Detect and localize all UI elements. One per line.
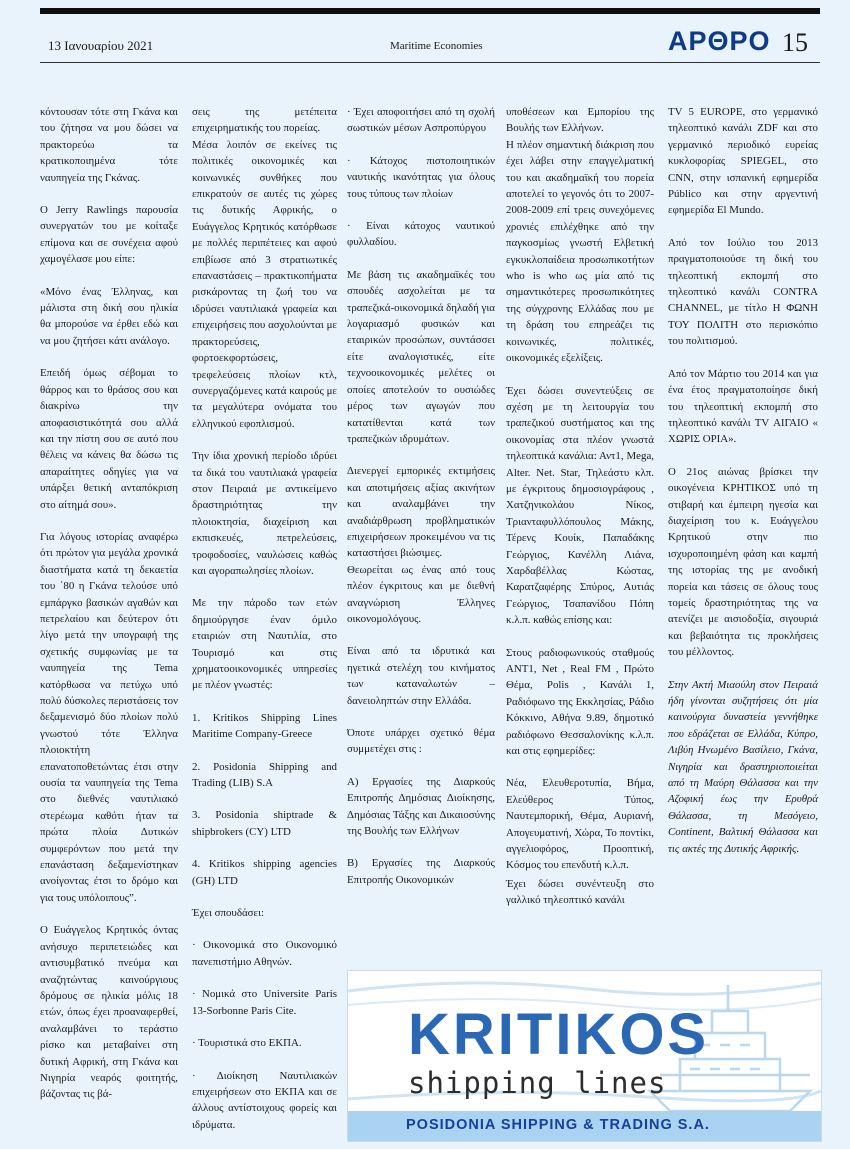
paragraph: Με βάση τις ακαδημαϊκές του σπουδές ασχολείται με τα τραπεζικά-οικονομικά δηλαδή για λογαριασμό φυσικών και εταιρικών προσώπων, συντάσσει είτε αναλογιστικές, είτε τεχνοοικονομικές μελέτες οι οποίες αποτελούν το ουσιώδες μέρος των αγωγών που κατατίθενται κατά των τραπεζικών ιδρυμάτων. [347,268,495,445]
company-list-item: 2. Posidonia Shipping and Trading (LIB) S.A [192,760,337,790]
paragraph: Την ίδια χρονική περίοδο ιδρύει τα δικά του ναυτιλιακά γραφεία στον Πειραιά με αντικείμενο δραστηριότητας την πλοιοκτησία, διαχείριση και εκπισκευές, πετρελεύσεις, τροφοδοσίες, ναυλώσεις καθώς και αγοραπωλησίες πλοίων. [192,450,337,577]
studies-heading: Έχει σπουδάσει: [192,907,265,920]
paragraph: Ο Ευάγγελος Κρητικός όντας ανήσυχο περιπετειώδες και αντισυμβατικό πνεύμα και αναζητώντας καινούργιους δρόμους σε ηλικία μόλις 18 ετών, όπως έχει προαναφερθεί, αναλαμβάνει το τεράστιο ρίσκο και μεταβαίνει στη δυτική Αφρική, στη Γκάνα και Νιγηρία νεαρός φοιτητής, βάζοντας τις βά- [40,924,178,1101]
paragraph: Είναι από τα ιδρυτικά και ηγετικά στελέχη του κινήματος των καταναλωτών – δανειοληπτών στην Ελλάδα. [347,645,495,707]
paragraph: · Κάτοχος πιστοποιητικών ναυτικής ικανότητας για όλους τους τύπους των πλοίων [347,154,495,200]
paragraph: Επειδή όμως σέβομαι το θάρρος και το θράσος σου και διακρίνω την αποφασιστικότητά σου αλλά και την πίστη σου σε αυτό που θέλεις να κάνεις θα δώσω τις απαραίτητες οδηγίες για να υπάρξει θετική ανταπόκριση στο αίτημά σου». [40,367,178,511]
paragraph: κόντουσαν τότε στη Γκάνα και του ζήτησα να μου δώσει να πρακτορεύω τα κρατικοποιημένα τότε ναυπηγεία της Γκάνας. [40,106,178,184]
paragraph: «Μόνο ένας Έλληνας, και μάλιστα στη δική σου ηλικία θα μπορούσε να έρθει εδώ και να μου ζητήσει κάτι ανάλογο. [40,285,178,347]
paragraph: Για λόγους ιστορίας αναφέρω ότι πρώτον για μεγάλα χρονικά διαστήματα κατά τη δεκαετία του ΄80 η Γκάνα τελούσε υπό εμπάργκο βασικών αγαθών και πετρελαίου και δεύτερον ότι λίγο μετά την υπογραφή της σχετικής συμφωνίας με τα ναυπηγεία της Tema κατόρθωσα να πετύχω υπό πολύ δύσκολες περιστάσεις τον δεξαμενισμό δύο πλοίων πολύ γνωστού τότε Έλληνα πλοιοκτήτη επανατοποθετώντας έτσι στην ουσία τα ναυπηγεία της Tema στο διεθνές ναυτιλιακό στερέωμα καθότι ήταν τα πρώτα πλοία Δυτικών συμφερόντων που μετά την επανάσταση δεξαμενίστηκαν ανοίγοντας έτσι το δρόμο και για τους υπόλοιπους”. [40,530,178,904]
article-column-1 [40,104,178,1119]
paragraph: Από τον Μάρτιο του 2014 και για ένα έτος πραγματοποίησε δική του τηλεοπτική εκπομπή στο τηλεοπτικό κανάλι TV ΑΙΓΑΙΟ « ΧΩΡΙΣ ΟΡΙΑ». [668,367,818,446]
ad-brand-name: KRITIKOS [408,1002,710,1067]
paragraph: Με την πάροδο των ετών δημιούργησε έναν όμιλο εταιριών στη Ναυτιλία, στο Τουρισμό και στις χρηματοοικονομικές υπηρεσίες με πλέον γνωστές: [192,597,337,692]
top-rule [40,8,820,14]
paragraph: Β) Εργασίες της Διαρκούς Επιτροπής Οικονομικών [347,857,495,886]
ad-subtitle: POSIDONIA SHIPPING & TRADING S.A. [406,1117,710,1133]
company-list-item: 3. Posidonia shiptrade & shipbrokers (CY) LTD [192,809,337,838]
page-number: 15 [782,28,808,57]
company-list-item: 4. Kritikos shipping agencies (GH) LTD [192,858,337,887]
paragraph: · Είναι κάτοχος ναυτικού φυλλαδίου. [347,220,495,249]
issue-date: 13 Ιανουαρίου 2021 [48,38,154,53]
kritikos-advertisement [347,970,822,1142]
paragraph: Από τον Ιούλιο του 2013 πραγματοποιούσε τη δική του τηλεοπτική εκπομπή στο τηλεοπτικό κανάλι CONTRA CHANNEL, με τίτλο Η ΦΩΝΗ ΤΟΥ ΠΟΛΙΤΗ στο περισκόπιο του πολιτισμού. [668,236,818,348]
studies-item: · Νομικά στο Universite Paris 13-Sorbonne Paris Cite. [192,988,337,1017]
article-column-3 [347,104,495,904]
paragraph: Α) Εργασίες της Διαρκούς Επιτροπής Δημόσιας Διοίκησης, Δημόσιας Τάξης και Δικαιοσύνης της Βουλής των Ελλήνων [347,775,495,838]
publication-name: Maritime Economies [390,40,483,52]
section-title: ΑΡΘΡΟ [668,26,771,56]
article-column-2 [192,104,337,1149]
paragraph: TV 5 EUROPE, στο γερμανικό τηλεοπτικό κανάλι ZDF και στο γερμανικό περιοδικό ευρείας κυκλοφορίας SPIEGEL, στο CNN, στην ισπανική εφημερίδα Público και στην αργεντινή εφημερίδα El Mundo. [668,106,818,217]
studies-item: · Διοίκηση Ναυτιλιακών επιχειρήσεων στο ΕΚΠΑ και σε άλλους αντίστοιχους φορείς και ιδρύματα. [192,1069,337,1131]
studies-item: · Τουριστικά στο ΕΚΠΑ. [192,1037,302,1050]
paragraph: σεις της μετέπειτα επιχειρηματικής του πορείας. Μέσα λοιπόν σε εκείνες τις πολιτικές οικονομικές και κοινωνικές συνθήκες που επικρατούν σε αυτές τις χώρες τις δυτικής Αφρικής, ο Ευάγγελος Κρητικός κατόρθωσε με πολλές περιπέτειες και αφού επιβίωσε από 3 στρατιωτικές επαναστάσεις – πρακτικοπήματα ρισκάροντας τη ζωή του να ιδρύσει ναυτιλιακά γραφεία και επιχειρήσεις που ασχολούνται με πρακτορεύσεις, φορτοεκφορτώσεις, τρεφελεύσεις πλοίων κτλ, συνεργαζόμενες κατά καιρούς με τα μεγαλύτερα ονόματα του ελληνικού εφοπλισμού. [192,106,337,430]
studies-item: · Οικονομικά στο Οικονομικό πανεπιστήμιο Αθηνών. [192,939,337,968]
paragraph: Στην Ακτή Μιαούλη στον Πειραιά ήδη γίνονται συζητήσεις ότι μία καινούργια δυναστεία γεννήθηκε που εδράζεται σε Ελλάδα, Κύπρο, Λιβύη Ηνωμένο Βασίλειο, Γκάνα, Νιγηρία και δραστηριοποιείται από τη Μαύρη Θάλασσα και την Αζοφική έως την Ερυθρά Θάλασσα, τη Μεσόγειο, Continent, Βαλτική Θάλασσα και τις ακτές της Δυτικής Αφρικής. [668,678,818,855]
paragraph: Έχει δώσει συνέντευξη στο γαλλικό τηλεοπτικό κανάλι [506,877,654,907]
article-column-5 [668,104,818,873]
paragraph: Διενεργεί εμπορικές εκτιμήσεις και αποτιμήσεις αξίας ακινήτων και αναλαμβάνει την αναδιάρθρωση προβληματικών επιχειρήσεων προκειμένου να τις καταστήσει βιώσιμες. Θεωρείται ως ένας από τους πλέον έγκριτους και με διεθνή αναγνώριση Έλληνες οικονομολόγους. [347,465,495,625]
paragraph: Ο Jerry Rawlings παρουσία συνεργατών του με κοίταξε επίμονα και σε συνέχεια αφού χαμογέλασε μου είπε: [40,204,178,266]
paragraph: Όποτε υπάρχει σχετικό θέμα συμμετέχει στις : [347,727,495,756]
paragraph: · Έχει αποφοιτήσει από τη σχολή σωστικών μέσων Ασπροπύργου [347,106,495,135]
paragraph: Στους ραδιοφωνικούς σταθμούς ΑΝΤ1, Net , Real FM , Πρώτο Θέμα, Polis , Κανάλι 1, Ραδιόφωνο της Εκκλησίας, Ράδιο Κόκκινο, Αθήνα 9.89, δημοτικό ραδιόφωνο Θεσσαλονίκης κ.λ.π. και στις εφημερίδες: [506,646,654,758]
paragraph: υποθέσεων και Εμπορίου της Βουλής των Ελλήνων. Η πλέον σημαντική διάκριση που έχει λάβει στην επαγγελματική του και ακαδημαϊκή του πορεία αποτελεί το γεγονός ότι το 2007-2008-2009 επί τρεις συνεχόμενες χρονιές επιλέχθηκε από την παγκοσμίως γνωστή Ελβετική εγκυκλοπαίδεια προσωπικοτήτων who is who ως μία από τις σημαντικότερες προσωπικότητες της σύγχρονης Ελλάδας που με τη δράση του επηρεάζει τις κοινωνικές, πολιτικές, οικονομικές εξελίξεις. [506,106,654,365]
article-column-4 [506,104,654,925]
header-divider [40,62,820,63]
paragraph: Νέα, Ελευθεροτυπία, Βήμα, Ελεύθερος Τύπος, Ναυτεμπορική, Θέμα, Αυριανή, Απογευματινή, Χώρα, Το ποντίκι, αγγελιοφόρος, Προοπτική, Κόσμος του επενδυτή κ.λ.π. [506,777,654,872]
company-list-item: 1. Kritikos Shipping Lines Maritime Company-Greece [192,711,337,741]
paragraph: Έχει δώσει συνεντεύξεις σε σχέση με τη λειτουργία του τραπεζικού συστήματος και της οικονομίας στα πλέον γνωστά τηλεοπτικά κανάλια: Αντ1, Mega, Alter. Net. Star, Τηλεάστυ κλπ. με έγκριτους δημοσιογράφους , Χατζηνικολάου Νίκος, Τριανταφυλλόπουλος Μάκης, Τέρενς Κουίκ, Παπαδάκης Γεώργιος, Κανέλλη Λιάνα, Χαρδαβέλλας Κώστας, Καρατζαφέρης Σπύρος, Αυτιάς Γεώργιος, Τσαπανίδου Πόπη κ.λ.π. καθώς επίσης και: [506,384,654,627]
ad-tagline: shipping lines [408,1066,667,1100]
paragraph: Ο 21ος αιώνας βρίσκει την οικογένεια ΚΡΗΤΙΚΟΣ υπό τη στιβαρή και έμπειρη ηγεσία και διαχείριση του κ. Ευάγγελου Κρητικού στην πιο ισχυροποιημένη φάση και καμπή της ιστορίας της με ανοδική πορεία και τάσεις σε όλους τους τομείς δραστηριότητας της να ατενίζει με αισιοδοξία, σιγουριά και βεβαιότητα τις προκλήσεις του μέλλοντος. [668,465,818,659]
